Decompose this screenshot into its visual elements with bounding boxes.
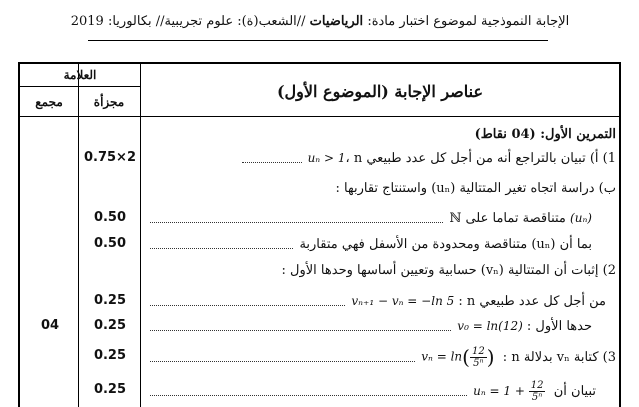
- score-row-0: 0.75×2: [83, 150, 136, 165]
- answer-row: 3) كتابة vₙ بدلالة n : vₙ = ln( $\frac{12}{\text{5ⁿ}}$ ): [144, 342, 616, 372]
- header-row-divider: [20, 116, 619, 117]
- score-row-3: 0.50: [93, 236, 127, 251]
- answer-row: من أجل كل عدد طبيعي n : vₙ₊₁ − vₙ = −ln 5: [144, 289, 616, 313]
- table-title: عناصر الإجابة (الموضوع الأول): [276, 82, 484, 101]
- answer-row: حدها الأول : v₀ = ln(12): [144, 314, 616, 338]
- exercise-title: التمرين الأول: (04 نقاط): [474, 126, 616, 142]
- header-prefix: الإجابة النموذجية لموضوع اختبار مادة:: [367, 14, 570, 29]
- answer-row: 2) إثبات أن المتتالية (vₙ) حسابية وتعيين أساسها وحدها الأول :: [281, 262, 616, 278]
- exercise-total: 04: [40, 318, 60, 333]
- score-row-5: 0.25: [93, 293, 127, 308]
- partial-label: مجزأة: [93, 95, 125, 109]
- total-label: مجمع: [35, 95, 63, 109]
- header-subject: الرياضيات: [309, 14, 364, 29]
- score-row-6: 0.25: [93, 318, 127, 333]
- page-header: [0, 0, 639, 44]
- header-text: [70, 14, 570, 29]
- answer-row: (uₙ) متناقصة تماما على ℕ: [144, 206, 616, 230]
- answer-table: [18, 62, 621, 407]
- answer-row: بما أن (uₙ) متناقصة ومحدودة من الأسفل فهي متقاربة: [144, 232, 616, 256]
- grade-label: العلامة: [63, 68, 97, 82]
- grade-header-divider: [20, 86, 140, 87]
- header-year: 2019: [70, 14, 104, 29]
- score-row-2: 0.50: [93, 210, 127, 225]
- answer-row: ب) دراسة اتجاه تغير المتتالية (uₙ) واستنتاج تقاربها :: [335, 180, 616, 196]
- answer-row: تبيان أن uₙ = 1 + $\frac{12}{\text{5ⁿ}}$: [144, 376, 616, 406]
- answer-row: 1) أ) تبيان بالتراجع أنه من أجل كل عدد طبيعي n ، uₙ > 1: [144, 146, 616, 170]
- header-underline: [88, 40, 548, 41]
- header-middle: //الشعب(ة): علوم تجريبية// بكالوريا:: [103, 14, 306, 29]
- score-row-7: 0.25: [93, 348, 127, 363]
- score-row-8: 0.25: [93, 382, 127, 397]
